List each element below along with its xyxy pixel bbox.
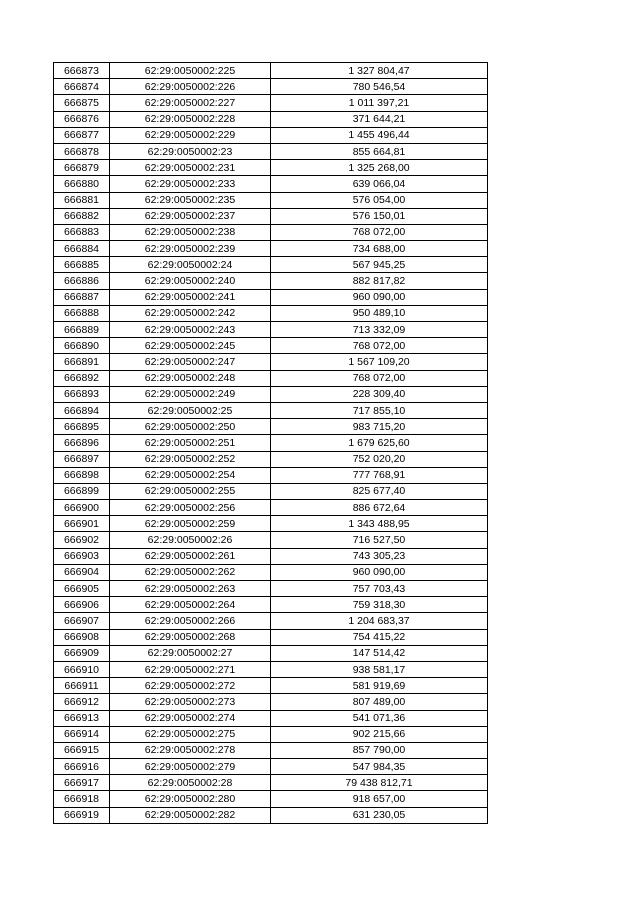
table-row	[54, 564, 488, 580]
cadastral-value-cell: 1 327 804,47	[271, 63, 488, 79]
cadastral-number-cell: 62:29:0050002:266	[110, 613, 271, 629]
cadastral-value-cell: 547 984,35	[271, 759, 488, 775]
row-number-cell: 666888	[54, 305, 110, 321]
cadastral-value-cell: 79 438 812,71	[271, 775, 488, 791]
cadastral-number-cell: 62:29:0050002:233	[110, 176, 271, 192]
cadastral-number-cell: 62:29:0050002:229	[110, 127, 271, 143]
row-number-cell: 666910	[54, 661, 110, 677]
row-number-cell: 666912	[54, 694, 110, 710]
table-row	[54, 759, 488, 775]
cadastral-number-cell: 62:29:0050002:26	[110, 532, 271, 548]
table-row	[54, 791, 488, 807]
cadastral-value-cell: 1 567 109,20	[271, 354, 488, 370]
row-number-cell: 666899	[54, 483, 110, 499]
cadastral-value-cell: 576 150,01	[271, 208, 488, 224]
cadastral-value-cell: 886 672,64	[271, 500, 488, 516]
table-row	[54, 516, 488, 532]
cadastral-number-cell: 62:29:0050002:240	[110, 273, 271, 289]
cadastral-number-cell: 62:29:0050002:274	[110, 710, 271, 726]
cadastral-value-cell: 768 072,00	[271, 224, 488, 240]
row-number-cell: 666904	[54, 564, 110, 580]
row-number-cell: 666919	[54, 807, 110, 823]
cadastral-number-cell: 62:29:0050002:250	[110, 419, 271, 435]
cadastral-number-cell: 62:29:0050002:255	[110, 483, 271, 499]
cadastral-number-cell: 62:29:0050002:25	[110, 402, 271, 418]
table-row	[54, 289, 488, 305]
table-row	[54, 548, 488, 564]
table-row	[54, 678, 488, 694]
cadastral-value-cell: 960 090,00	[271, 564, 488, 580]
cadastral-value-cell: 1 011 397,21	[271, 95, 488, 111]
cadastral-number-cell: 62:29:0050002:238	[110, 224, 271, 240]
cadastral-number-cell: 62:29:0050002:272	[110, 678, 271, 694]
cadastral-number-cell: 62:29:0050002:27	[110, 645, 271, 661]
cadastral-number-cell: 62:29:0050002:261	[110, 548, 271, 564]
table-row	[54, 532, 488, 548]
table-row	[54, 79, 488, 95]
table-row	[54, 661, 488, 677]
table-row	[54, 775, 488, 791]
row-number-cell: 666908	[54, 629, 110, 645]
table-row	[54, 305, 488, 321]
table-row	[54, 467, 488, 483]
table-row	[54, 710, 488, 726]
cadastral-number-cell: 62:29:0050002:259	[110, 516, 271, 532]
row-number-cell: 666891	[54, 354, 110, 370]
row-number-cell: 666907	[54, 613, 110, 629]
table-row	[54, 419, 488, 435]
cadastral-number-cell: 62:29:0050002:24	[110, 257, 271, 273]
cadastral-value-cell: 716 527,50	[271, 532, 488, 548]
cadastral-number-cell: 62:29:0050002:241	[110, 289, 271, 305]
cadastral-number-cell: 62:29:0050002:252	[110, 451, 271, 467]
cadastral-number-cell: 62:29:0050002:264	[110, 597, 271, 613]
table-row	[54, 208, 488, 224]
row-number-cell: 666887	[54, 289, 110, 305]
cadastral-value-cell: 576 054,00	[271, 192, 488, 208]
row-number-cell: 666914	[54, 726, 110, 742]
table-row	[54, 224, 488, 240]
cadastral-value-cell: 228 309,40	[271, 386, 488, 402]
cadastral-number-cell: 62:29:0050002:251	[110, 435, 271, 451]
row-number-cell: 666918	[54, 791, 110, 807]
cadastral-number-cell: 62:29:0050002:231	[110, 160, 271, 176]
table-row	[54, 111, 488, 127]
cadastral-number-cell: 62:29:0050002:247	[110, 354, 271, 370]
cadastral-value-cell: 902 215,66	[271, 726, 488, 742]
cadastral-value-cell: 825 677,40	[271, 483, 488, 499]
cadastral-value-cell: 754 415,22	[271, 629, 488, 645]
table-row	[54, 192, 488, 208]
cadastral-value-cell: 631 230,05	[271, 807, 488, 823]
cadastral-number-cell: 62:29:0050002:280	[110, 791, 271, 807]
table-row	[54, 694, 488, 710]
table-row	[54, 241, 488, 257]
cadastral-value-cell: 780 546,54	[271, 79, 488, 95]
cadastral-number-cell: 62:29:0050002:227	[110, 95, 271, 111]
row-number-cell: 666898	[54, 467, 110, 483]
cadastral-value-cell: 581 919,69	[271, 678, 488, 694]
table-row	[54, 386, 488, 402]
cadastral-value-cell: 1 343 488,95	[271, 516, 488, 532]
table-row	[54, 322, 488, 338]
cadastral-number-cell: 62:29:0050002:262	[110, 564, 271, 580]
cadastral-number-cell: 62:29:0050002:245	[110, 338, 271, 354]
table-row	[54, 63, 488, 79]
cadastral-value-cell: 567 945,25	[271, 257, 488, 273]
cadastral-value-cell: 768 072,00	[271, 370, 488, 386]
table-row	[54, 338, 488, 354]
cadastral-value-cell: 1 455 496,44	[271, 127, 488, 143]
row-number-cell: 666876	[54, 111, 110, 127]
row-number-cell: 666896	[54, 435, 110, 451]
table-row	[54, 629, 488, 645]
cadastral-number-cell: 62:29:0050002:237	[110, 208, 271, 224]
cadastral-value-cell: 734 688,00	[271, 241, 488, 257]
cadastral-value-cell: 950 489,10	[271, 305, 488, 321]
table-row	[54, 597, 488, 613]
row-number-cell: 666895	[54, 419, 110, 435]
table-row	[54, 370, 488, 386]
row-number-cell: 666911	[54, 678, 110, 694]
row-number-cell: 666881	[54, 192, 110, 208]
cadastral-value-cell: 639 066,04	[271, 176, 488, 192]
cadastral-number-cell: 62:29:0050002:249	[110, 386, 271, 402]
table-row	[54, 742, 488, 758]
cadastral-value-cell: 768 072,00	[271, 338, 488, 354]
row-number-cell: 666889	[54, 322, 110, 338]
row-number-cell: 666890	[54, 338, 110, 354]
row-number-cell: 666915	[54, 742, 110, 758]
row-number-cell: 666875	[54, 95, 110, 111]
cadastral-number-cell: 62:29:0050002:275	[110, 726, 271, 742]
row-number-cell: 666909	[54, 645, 110, 661]
cadastral-number-cell: 62:29:0050002:263	[110, 581, 271, 597]
cadastral-value-cell: 541 071,36	[271, 710, 488, 726]
table-row	[54, 176, 488, 192]
cadastral-value-cell: 855 664,81	[271, 143, 488, 159]
cadastral-value-cell: 1 204 683,37	[271, 613, 488, 629]
cadastral-number-cell: 62:29:0050002:268	[110, 629, 271, 645]
cadastral-value-cell: 918 657,00	[271, 791, 488, 807]
row-number-cell: 666916	[54, 759, 110, 775]
row-number-cell: 666901	[54, 516, 110, 532]
row-number-cell: 666905	[54, 581, 110, 597]
row-number-cell: 666880	[54, 176, 110, 192]
row-number-cell: 666913	[54, 710, 110, 726]
table-row	[54, 354, 488, 370]
table-body	[54, 63, 488, 824]
cadastral-number-cell: 62:29:0050002:235	[110, 192, 271, 208]
cadastral-number-cell: 62:29:0050002:226	[110, 79, 271, 95]
cadastral-value-cell: 147 514,42	[271, 645, 488, 661]
cadastral-number-cell: 62:29:0050002:243	[110, 322, 271, 338]
cadastral-value-cell: 882 817,82	[271, 273, 488, 289]
row-number-cell: 666884	[54, 241, 110, 257]
cadastral-number-cell: 62:29:0050002:254	[110, 467, 271, 483]
cadastral-value-cell: 752 020,20	[271, 451, 488, 467]
row-number-cell: 666877	[54, 127, 110, 143]
cadastral-value-cell: 938 581,17	[271, 661, 488, 677]
row-number-cell: 666897	[54, 451, 110, 467]
row-number-cell: 666893	[54, 386, 110, 402]
table-row	[54, 500, 488, 516]
row-number-cell: 666885	[54, 257, 110, 273]
row-number-cell: 666892	[54, 370, 110, 386]
cadastral-value-cell: 371 644,21	[271, 111, 488, 127]
row-number-cell: 666883	[54, 224, 110, 240]
row-number-cell: 666878	[54, 143, 110, 159]
cadastral-number-cell: 62:29:0050002:256	[110, 500, 271, 516]
cadastral-value-cell: 857 790,00	[271, 742, 488, 758]
row-number-cell: 666917	[54, 775, 110, 791]
cadastral-value-cell: 759 318,30	[271, 597, 488, 613]
table-row	[54, 143, 488, 159]
cadastral-value-cell: 1 325 268,00	[271, 160, 488, 176]
table-row	[54, 127, 488, 143]
table-row	[54, 645, 488, 661]
row-number-cell: 666882	[54, 208, 110, 224]
cadastral-value-cell: 713 332,09	[271, 322, 488, 338]
cadastral-number-cell: 62:29:0050002:282	[110, 807, 271, 823]
cadastral-number-cell: 62:29:0050002:271	[110, 661, 271, 677]
row-number-cell: 666879	[54, 160, 110, 176]
cadastral-number-cell: 62:29:0050002:225	[110, 63, 271, 79]
cadastral-number-cell: 62:29:0050002:228	[110, 111, 271, 127]
row-number-cell: 666874	[54, 79, 110, 95]
row-number-cell: 666906	[54, 597, 110, 613]
table-row	[54, 257, 488, 273]
table-row	[54, 726, 488, 742]
table-row	[54, 581, 488, 597]
cadastral-number-cell: 62:29:0050002:279	[110, 759, 271, 775]
cadastral-number-cell: 62:29:0050002:278	[110, 742, 271, 758]
cadastral-value-cell: 960 090,00	[271, 289, 488, 305]
cadastral-number-cell: 62:29:0050002:242	[110, 305, 271, 321]
cadastral-number-cell: 62:29:0050002:273	[110, 694, 271, 710]
cadastral-value-cell: 777 768,91	[271, 467, 488, 483]
table-row	[54, 483, 488, 499]
table-row	[54, 160, 488, 176]
cadastral-value-cell: 807 489,00	[271, 694, 488, 710]
table-row	[54, 451, 488, 467]
row-number-cell: 666873	[54, 63, 110, 79]
cadastral-value-cell: 983 715,20	[271, 419, 488, 435]
cadastral-value-cell: 717 855,10	[271, 402, 488, 418]
table-row	[54, 435, 488, 451]
table-row	[54, 613, 488, 629]
cadastral-value-cell: 743 305,23	[271, 548, 488, 564]
row-number-cell: 666903	[54, 548, 110, 564]
cadastral-number-cell: 62:29:0050002:28	[110, 775, 271, 791]
cadastral-number-cell: 62:29:0050002:248	[110, 370, 271, 386]
table-row	[54, 95, 488, 111]
table-row	[54, 807, 488, 823]
cadastral-number-cell: 62:29:0050002:23	[110, 143, 271, 159]
row-number-cell: 666886	[54, 273, 110, 289]
row-number-cell: 666900	[54, 500, 110, 516]
cadastral-value-cell: 757 703,43	[271, 581, 488, 597]
row-number-cell: 666902	[54, 532, 110, 548]
cadastral-value-table	[53, 62, 488, 824]
cadastral-value-cell: 1 679 625,60	[271, 435, 488, 451]
table-row	[54, 273, 488, 289]
table-row	[54, 402, 488, 418]
cadastral-number-cell: 62:29:0050002:239	[110, 241, 271, 257]
row-number-cell: 666894	[54, 402, 110, 418]
